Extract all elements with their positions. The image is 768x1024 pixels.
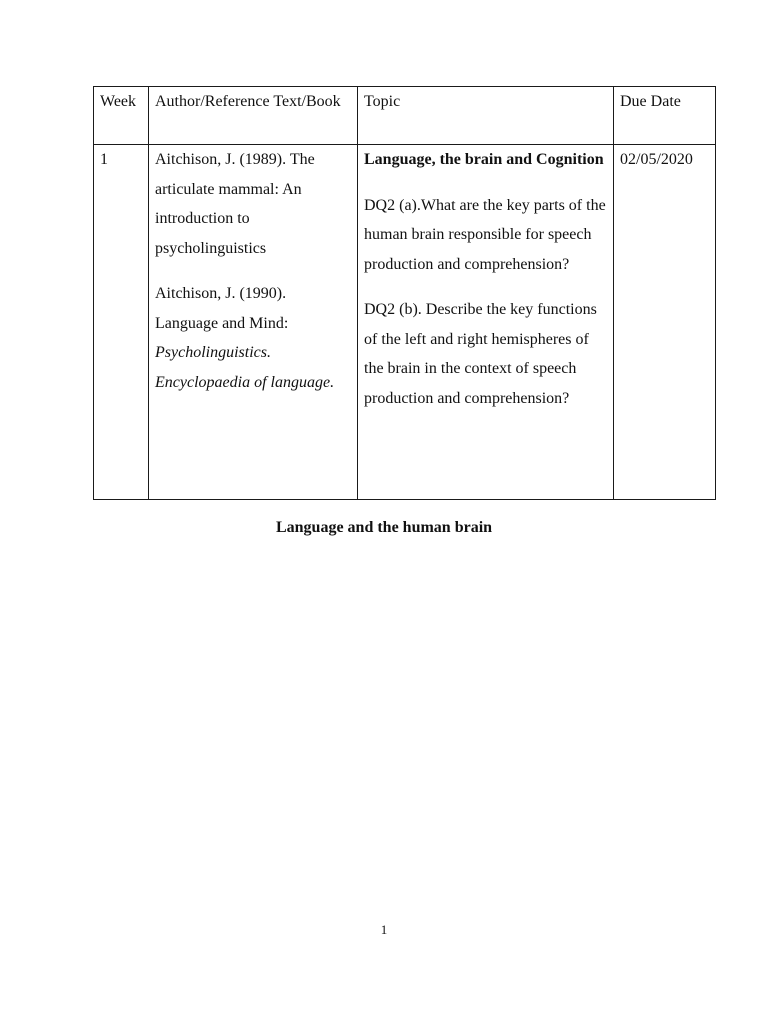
table-body	[94, 145, 716, 500]
reference-cell	[149, 145, 358, 500]
header-week: Week	[94, 87, 149, 145]
header-row	[94, 87, 716, 145]
section-heading: Language and the human brain	[275, 519, 493, 536]
table-row	[94, 145, 716, 500]
schedule-table	[93, 86, 716, 500]
page-number: 1	[380, 922, 388, 937]
week-cell: 1	[94, 145, 149, 500]
header-due-date: Due Date	[614, 87, 716, 145]
reference-2	[155, 279, 351, 397]
discussion-question-b: DQ2 (b). Describe the key functions of the left and right hemispheres of the brain in the context of speech production and comprehension?	[364, 301, 597, 407]
table-header	[94, 87, 716, 145]
topic-cell	[358, 145, 614, 500]
topic-title: Language, the brain and Cognition	[364, 151, 604, 168]
header-reference: Author/Reference Text/Book	[149, 87, 358, 145]
due-date-cell: 02/05/2020	[614, 145, 716, 500]
header-topic: Topic	[358, 87, 614, 145]
reference-2-italic-text: Psycholinguistics. Encyclopaedia of language.	[155, 344, 335, 391]
discussion-question-a: DQ2 (a).What are the key parts of the human brain responsible for speech production and comprehension?	[364, 196, 606, 273]
reference-2-text: Aitchison, J. (1990). Language and Mind:	[155, 285, 289, 332]
reference-1: Aitchison, J. (1989). The articulate mammal: An introduction to psycholinguistics	[155, 151, 315, 257]
